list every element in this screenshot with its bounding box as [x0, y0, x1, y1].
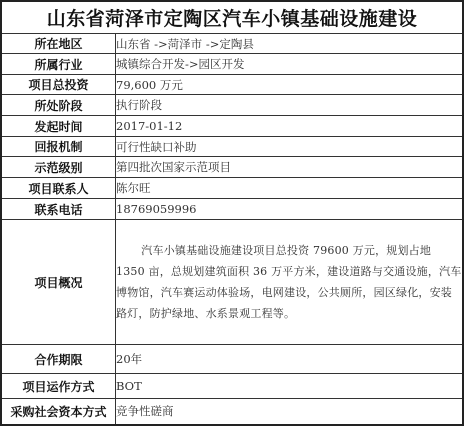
row-label-phone: 联系电话 — [1, 199, 116, 220]
table-row — [1, 199, 463, 220]
row-label-overview: 项目概况 — [1, 220, 116, 345]
row-value-procurement: 竞争性磋商 — [116, 399, 464, 425]
row-label-start-date: 发起时间 — [1, 116, 116, 137]
row-label-procurement: 采购社会资本方式 — [1, 399, 116, 425]
row-label-contact: 项目联系人 — [1, 178, 116, 199]
table-row — [1, 116, 463, 137]
row-label-stage: 所处阶段 — [1, 95, 116, 116]
row-value-investment: 79,600 万元 — [116, 75, 464, 95]
row-value-demo-level: 第四批次国家示范项目 — [116, 157, 464, 178]
row-label-region: 所在地区 — [1, 34, 116, 54]
table-row — [1, 34, 463, 54]
row-label-industry: 所属行业 — [1, 54, 116, 75]
row-value-phone: 18769059996 — [116, 199, 464, 220]
row-value-stage: 执行阶段 — [116, 95, 464, 116]
row-value-return-mechanism: 可行性缺口补助 — [116, 137, 464, 157]
row-value-region: 山东省 ->菏泽市 ->定陶县 — [116, 34, 464, 54]
row-value-overview: 汽车小镇基础设施建设项目总投资 79600 万元，规划占地 1350 亩，总规划建筑面积 36 万平方米，建设道路与交通设施，汽车博物馆，汽车赛运动体验场，电网建设，公共厕所，园区绿化，安装路灯，防护绿地、水系景观工程等。 — [116, 220, 464, 345]
table-row — [1, 178, 463, 199]
table-row — [1, 374, 463, 399]
row-label-investment: 项目总投资 — [1, 75, 116, 95]
project-info-table — [0, 33, 464, 426]
table-row — [1, 399, 463, 425]
row-value-start-date: 2017-01-12 — [116, 116, 464, 137]
row-value-term: 20年 — [116, 345, 464, 374]
row-label-return-mechanism: 回报机制 — [1, 137, 116, 157]
table-row — [1, 345, 463, 374]
table-row — [1, 137, 463, 157]
row-value-contact: 陈尔旺 — [116, 178, 464, 199]
row-label-operation-mode: 项目运作方式 — [1, 374, 116, 399]
row-label-term: 合作期限 — [1, 345, 116, 374]
table-row — [1, 75, 463, 95]
table-row — [1, 157, 463, 178]
row-value-operation-mode: BOT — [116, 374, 464, 399]
table-row — [1, 54, 463, 75]
page-title: 山东省菏泽市定陶区汽车小镇基础设施建设 — [0, 0, 464, 33]
table-row — [1, 220, 463, 345]
row-value-industry: 城镇综合开发->园区开发 — [116, 54, 464, 75]
row-label-demo-level: 示范级别 — [1, 157, 116, 178]
table-row — [1, 95, 463, 116]
